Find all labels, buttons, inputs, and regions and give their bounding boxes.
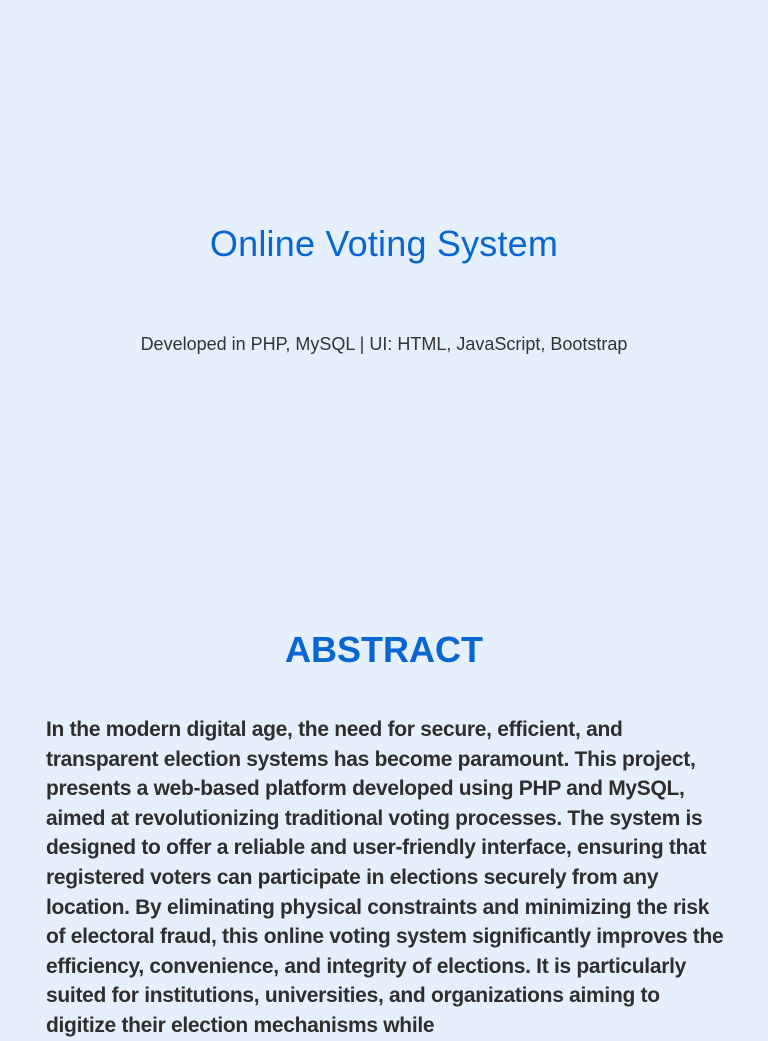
abstract-heading: ABSTRACT xyxy=(285,629,483,670)
document-subtitle: Developed in PHP, MySQL | UI: HTML, JavaScript, Bootstrap xyxy=(140,334,628,354)
abstract-body: In the modern digital age, the need for secure, efficient, and transparent election systems has become paramount. This project, presents a web-based platform developed using PHP and MySQL, aimed at revolutionizing traditional voting processes. The system is designed to offer a reliable and user-friendly interface, ensuring that registered voters can participate in elections securely from any location. By eliminating physical constraints and minimizing the risk of electoral fraud, this online voting system significantly improves the efficiency, convenience, and integrity of elections. It is particularly suited for institutions, universities, and organizations aiming to digitize their election mechanisms while xyxy=(46,718,724,1037)
document-title: Online Voting System xyxy=(209,223,559,264)
